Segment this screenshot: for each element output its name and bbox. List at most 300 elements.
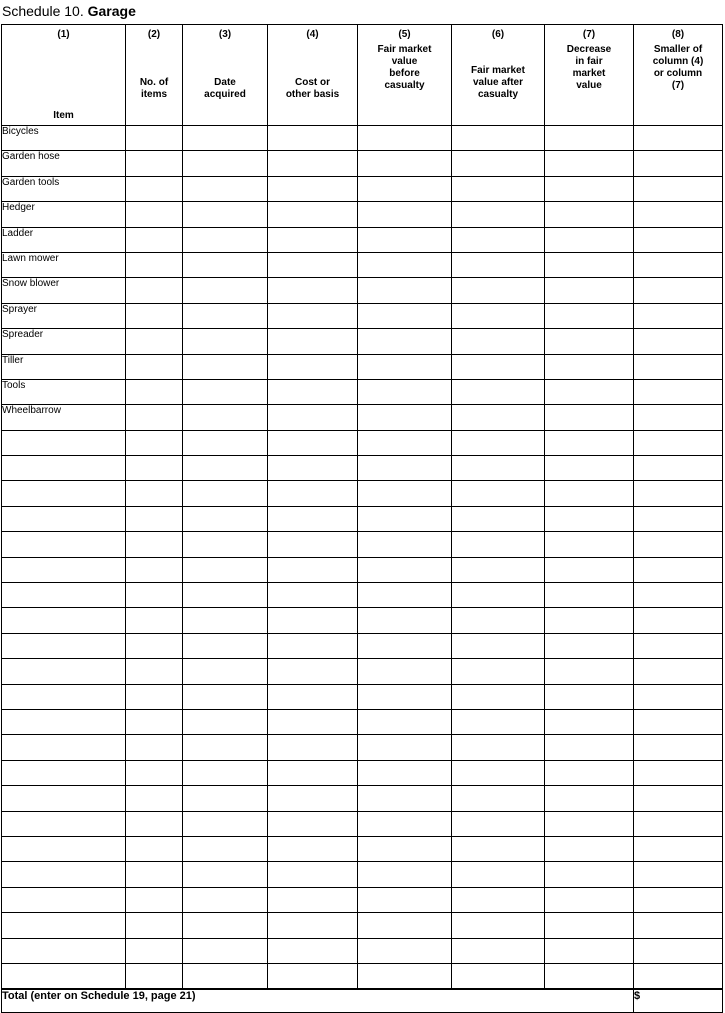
- table-row: [2, 430, 723, 455]
- entry-cell-col4[interactable]: [268, 506, 358, 531]
- page-title: [0, 0, 725, 24]
- item-name-cell[interactable]: [2, 735, 126, 760]
- entry-cell-col7[interactable]: [545, 659, 634, 684]
- entry-cell-col2[interactable]: [126, 684, 183, 709]
- entry-cell-col7[interactable]: [545, 709, 634, 734]
- column-number-3: (3): [218, 29, 232, 40]
- entry-cell-col6[interactable]: [452, 532, 545, 557]
- entry-cell-col5[interactable]: [358, 557, 452, 582]
- entry-cell-col2[interactable]: [126, 176, 183, 201]
- table-row: [2, 836, 723, 861]
- entry-cell-col5[interactable]: [358, 684, 452, 709]
- entry-cell-col5[interactable]: [358, 176, 452, 201]
- column-label-date-acquired: [183, 77, 267, 101]
- entry-cell-col8[interactable]: [634, 176, 723, 201]
- entry-cell-col7[interactable]: [545, 506, 634, 531]
- entry-cell-col6[interactable]: [452, 354, 545, 379]
- entry-cell-col8[interactable]: [634, 811, 723, 836]
- table-row: [2, 887, 723, 912]
- item-name-cell[interactable]: Spreader: [2, 329, 126, 354]
- entry-cell-col3[interactable]: [183, 557, 268, 582]
- entry-cell-col6[interactable]: [452, 126, 545, 151]
- entry-cell-col2[interactable]: [126, 583, 183, 608]
- table-body: [2, 126, 723, 990]
- entry-cell-col4[interactable]: [268, 659, 358, 684]
- entry-cell-col8[interactable]: [634, 126, 723, 151]
- entry-cell-col3[interactable]: [183, 887, 268, 912]
- entry-cell-col4[interactable]: [268, 709, 358, 734]
- entry-cell-col2[interactable]: [126, 557, 183, 582]
- entry-cell-col3[interactable]: [183, 430, 268, 455]
- entry-cell-col5[interactable]: [358, 608, 452, 633]
- entry-cell-col8[interactable]: [634, 709, 723, 734]
- entry-cell-col7[interactable]: [545, 252, 634, 277]
- entry-cell-col3[interactable]: [183, 684, 268, 709]
- entry-cell-col2[interactable]: [126, 862, 183, 887]
- entry-cell-col2[interactable]: [126, 659, 183, 684]
- entry-cell-col2[interactable]: [126, 913, 183, 938]
- entry-cell-col2[interactable]: [126, 633, 183, 658]
- entry-cell-col6[interactable]: [452, 709, 545, 734]
- entry-cell-col7[interactable]: [545, 862, 634, 887]
- entry-cell-col2[interactable]: [126, 202, 183, 227]
- column-number-1: (1): [57, 29, 70, 40]
- entry-cell-col7[interactable]: [545, 887, 634, 912]
- entry-cell-col4[interactable]: [268, 887, 358, 912]
- entry-cell-col6[interactable]: [452, 151, 545, 176]
- entry-cell-col7[interactable]: [545, 481, 634, 506]
- entry-cell-col7[interactable]: [545, 760, 634, 785]
- entry-cell-col7[interactable]: [545, 633, 634, 658]
- entry-cell-col5[interactable]: [358, 862, 452, 887]
- entry-cell-col7[interactable]: [545, 938, 634, 963]
- entry-cell-col8[interactable]: [634, 583, 723, 608]
- entry-cell-col8[interactable]: [634, 227, 723, 252]
- entry-cell-col7[interactable]: [545, 583, 634, 608]
- item-name-cell[interactable]: [2, 583, 126, 608]
- entry-cell-col6[interactable]: [452, 836, 545, 861]
- entry-cell-col8[interactable]: [634, 608, 723, 633]
- entry-cell-col6[interactable]: [452, 278, 545, 303]
- entry-cell-col3[interactable]: [183, 659, 268, 684]
- item-name-cell[interactable]: Hedger: [2, 202, 126, 227]
- entry-cell-col5[interactable]: [358, 786, 452, 811]
- entry-cell-col3[interactable]: [183, 760, 268, 785]
- entry-cell-col5[interactable]: [358, 278, 452, 303]
- entry-cell-col7[interactable]: [545, 126, 634, 151]
- entry-cell-col3[interactable]: [183, 405, 268, 430]
- entry-cell-col7[interactable]: [545, 557, 634, 582]
- entry-cell-col6[interactable]: [452, 303, 545, 328]
- entry-cell-col8[interactable]: [634, 278, 723, 303]
- entry-cell-col8[interactable]: [634, 456, 723, 481]
- entry-cell-col5[interactable]: [358, 811, 452, 836]
- item-name-cell[interactable]: [2, 938, 126, 963]
- entry-cell-col5[interactable]: [358, 659, 452, 684]
- entry-cell-col7[interactable]: [545, 786, 634, 811]
- entry-cell-col6[interactable]: [452, 506, 545, 531]
- entry-cell-col8[interactable]: [634, 659, 723, 684]
- entry-cell-col8[interactable]: [634, 303, 723, 328]
- item-name-cell[interactable]: [2, 456, 126, 481]
- column-label-line: market: [572, 68, 606, 79]
- item-name-cell[interactable]: [2, 836, 126, 861]
- item-name-cell[interactable]: Snow blower: [2, 278, 126, 303]
- column-number-4: (4): [306, 29, 319, 40]
- entry-cell-col3[interactable]: [183, 151, 268, 176]
- entry-cell-col6[interactable]: [452, 938, 545, 963]
- entry-cell-col8[interactable]: [634, 252, 723, 277]
- entry-cell-col4[interactable]: [268, 684, 358, 709]
- entry-cell-col2[interactable]: [126, 329, 183, 354]
- entry-cell-col3[interactable]: [183, 126, 268, 151]
- entry-cell-col3[interactable]: [183, 532, 268, 557]
- entry-cell-col8[interactable]: [634, 963, 723, 989]
- entry-cell-col3[interactable]: [183, 836, 268, 861]
- item-name-cell[interactable]: Tiller: [2, 354, 126, 379]
- item-name-cell[interactable]: [2, 557, 126, 582]
- entry-cell-col3[interactable]: [183, 227, 268, 252]
- entry-cell-col4[interactable]: [268, 252, 358, 277]
- entry-cell-col5[interactable]: [358, 760, 452, 785]
- entry-cell-col5[interactable]: [358, 151, 452, 176]
- entry-cell-col6[interactable]: [452, 557, 545, 582]
- entry-cell-col5[interactable]: [358, 709, 452, 734]
- entry-cell-col7[interactable]: [545, 303, 634, 328]
- entry-cell-col8[interactable]: [634, 862, 723, 887]
- entry-cell-col2[interactable]: [126, 887, 183, 912]
- entry-cell-col7[interactable]: [545, 532, 634, 557]
- entry-cell-col4[interactable]: [268, 557, 358, 582]
- entry-cell-col3[interactable]: [183, 709, 268, 734]
- entry-cell-col2[interactable]: [126, 126, 183, 151]
- entry-cell-col2[interactable]: [126, 760, 183, 785]
- entry-cell-col8[interactable]: [634, 532, 723, 557]
- total-amount-cell[interactable]: $: [634, 989, 723, 1013]
- item-name-cell[interactable]: [2, 963, 126, 989]
- entry-cell-col5[interactable]: [358, 303, 452, 328]
- entry-cell-col6[interactable]: [452, 481, 545, 506]
- entry-cell-col8[interactable]: [634, 405, 723, 430]
- entry-cell-col2[interactable]: [126, 608, 183, 633]
- entry-cell-col4[interactable]: [268, 811, 358, 836]
- entry-cell-col2[interactable]: [126, 405, 183, 430]
- item-name-cell[interactable]: Tools: [2, 379, 126, 404]
- entry-cell-col6[interactable]: [452, 811, 545, 836]
- entry-cell-col4[interactable]: [268, 760, 358, 785]
- entry-cell-col6[interactable]: [452, 760, 545, 785]
- entry-cell-col3[interactable]: [183, 506, 268, 531]
- entry-cell-col7[interactable]: [545, 329, 634, 354]
- entry-cell-col3[interactable]: [183, 913, 268, 938]
- entry-cell-col8[interactable]: [634, 354, 723, 379]
- entry-cell-col2[interactable]: [126, 532, 183, 557]
- entry-cell-col5[interactable]: [358, 405, 452, 430]
- total-label: Total (enter on Schedule 19, page 21): [2, 989, 634, 1013]
- entry-cell-col3[interactable]: [183, 202, 268, 227]
- entry-cell-col6[interactable]: [452, 329, 545, 354]
- entry-cell-col2[interactable]: [126, 786, 183, 811]
- entry-cell-col4[interactable]: [268, 354, 358, 379]
- entry-cell-col8[interactable]: [634, 684, 723, 709]
- entry-cell-col4[interactable]: [268, 963, 358, 989]
- item-name-cell[interactable]: [2, 862, 126, 887]
- entry-cell-col4[interactable]: [268, 176, 358, 201]
- entry-cell-col2[interactable]: [126, 379, 183, 404]
- entry-cell-col8[interactable]: [634, 913, 723, 938]
- entry-cell-col3[interactable]: [183, 329, 268, 354]
- entry-cell-col8[interactable]: [634, 506, 723, 531]
- entry-cell-col4[interactable]: [268, 583, 358, 608]
- entry-cell-col2[interactable]: [126, 481, 183, 506]
- table-row: [2, 278, 723, 303]
- entry-cell-col2[interactable]: [126, 709, 183, 734]
- entry-cell-col5[interactable]: [358, 913, 452, 938]
- column-label-decrease-in-fmv: [545, 40, 633, 92]
- item-name-cell[interactable]: Wheelbarrow: [2, 405, 126, 430]
- entry-cell-col3[interactable]: [183, 963, 268, 989]
- entry-cell-col6[interactable]: [452, 456, 545, 481]
- entry-cell-col4[interactable]: [268, 938, 358, 963]
- entry-cell-col3[interactable]: [183, 583, 268, 608]
- entry-cell-col4[interactable]: [268, 278, 358, 303]
- entry-cell-col3[interactable]: [183, 633, 268, 658]
- entry-cell-col2[interactable]: [126, 456, 183, 481]
- entry-cell-col3[interactable]: [183, 303, 268, 328]
- entry-cell-col3[interactable]: [183, 481, 268, 506]
- entry-cell-col3[interactable]: [183, 862, 268, 887]
- entry-cell-col5[interactable]: [358, 252, 452, 277]
- entry-cell-col8[interactable]: [634, 379, 723, 404]
- entry-cell-col4[interactable]: [268, 202, 358, 227]
- entry-cell-col2[interactable]: [126, 303, 183, 328]
- entry-cell-col6[interactable]: [452, 735, 545, 760]
- entry-cell-col3[interactable]: [183, 811, 268, 836]
- column-number-2: (2): [147, 29, 161, 40]
- entry-cell-col7[interactable]: [545, 405, 634, 430]
- item-name-cell[interactable]: Lawn mower: [2, 252, 126, 277]
- entry-cell-col5[interactable]: [358, 126, 452, 151]
- entry-cell-col6[interactable]: [452, 913, 545, 938]
- entry-cell-col7[interactable]: [545, 379, 634, 404]
- entry-cell-col3[interactable]: [183, 938, 268, 963]
- entry-cell-col3[interactable]: [183, 354, 268, 379]
- entry-cell-col2[interactable]: [126, 151, 183, 176]
- entry-cell-col6[interactable]: [452, 862, 545, 887]
- entry-cell-col8[interactable]: [634, 938, 723, 963]
- entry-cell-col7[interactable]: [545, 836, 634, 861]
- entry-cell-col7[interactable]: [545, 176, 634, 201]
- schedule-label: Schedule 10.: [2, 3, 84, 19]
- entry-cell-col5[interactable]: [358, 938, 452, 963]
- entry-cell-col8[interactable]: [634, 557, 723, 582]
- entry-cell-col5[interactable]: [358, 532, 452, 557]
- item-name-cell[interactable]: [2, 659, 126, 684]
- entry-cell-col4[interactable]: [268, 608, 358, 633]
- entry-cell-col6[interactable]: [452, 633, 545, 658]
- table-row: [2, 252, 723, 277]
- entry-cell-col6[interactable]: [452, 176, 545, 201]
- item-name-cell[interactable]: Garden hose: [2, 151, 126, 176]
- entry-cell-col3[interactable]: [183, 252, 268, 277]
- entry-cell-col2[interactable]: [126, 836, 183, 861]
- entry-cell-col5[interactable]: [358, 354, 452, 379]
- entry-cell-col8[interactable]: [634, 481, 723, 506]
- entry-cell-col6[interactable]: [452, 405, 545, 430]
- entry-cell-col7[interactable]: [545, 278, 634, 303]
- entry-cell-col3[interactable]: [183, 176, 268, 201]
- item-name-cell[interactable]: Bicycles: [2, 126, 126, 151]
- item-name-cell[interactable]: [2, 481, 126, 506]
- entry-cell-col2[interactable]: [126, 227, 183, 252]
- entry-cell-col4[interactable]: [268, 405, 358, 430]
- entry-cell-col6[interactable]: [452, 659, 545, 684]
- entry-cell-col5[interactable]: [358, 430, 452, 455]
- item-name-cell[interactable]: [2, 709, 126, 734]
- column-label-line: value: [391, 56, 418, 67]
- item-name-cell[interactable]: Sprayer: [2, 303, 126, 328]
- entry-cell-col7[interactable]: [545, 913, 634, 938]
- entry-cell-col8[interactable]: [634, 887, 723, 912]
- item-name-cell[interactable]: [2, 887, 126, 912]
- entry-cell-col4[interactable]: [268, 862, 358, 887]
- entry-cell-col4[interactable]: [268, 786, 358, 811]
- item-name-cell[interactable]: [2, 811, 126, 836]
- entry-cell-col3[interactable]: [183, 608, 268, 633]
- column-header-smaller-of-col4-or-col7: [634, 25, 723, 126]
- entry-cell-col4[interactable]: [268, 913, 358, 938]
- entry-cell-col7[interactable]: [545, 227, 634, 252]
- entry-cell-col8[interactable]: [634, 151, 723, 176]
- entry-cell-col8[interactable]: [634, 735, 723, 760]
- entry-cell-col5[interactable]: [358, 329, 452, 354]
- item-name-cell[interactable]: [2, 684, 126, 709]
- entry-cell-col8[interactable]: [634, 786, 723, 811]
- item-name-cell[interactable]: [2, 760, 126, 785]
- entry-cell-col2[interactable]: [126, 735, 183, 760]
- entry-cell-col5[interactable]: [358, 506, 452, 531]
- table-row: [2, 303, 723, 328]
- item-name-cell[interactable]: [2, 913, 126, 938]
- table-row: [2, 684, 723, 709]
- item-name-cell[interactable]: [2, 430, 126, 455]
- entry-cell-col8[interactable]: [634, 430, 723, 455]
- column-label-line: Fair market: [377, 44, 432, 55]
- entry-cell-col6[interactable]: [452, 963, 545, 989]
- entry-cell-col7[interactable]: [545, 811, 634, 836]
- table-row: [2, 608, 723, 633]
- table-row: [2, 938, 723, 963]
- entry-cell-col4[interactable]: [268, 379, 358, 404]
- entry-cell-col5[interactable]: [358, 836, 452, 861]
- column-number-6: (6): [491, 29, 505, 40]
- entry-cell-col5[interactable]: [358, 456, 452, 481]
- entry-cell-col6[interactable]: [452, 786, 545, 811]
- entry-cell-col8[interactable]: [634, 202, 723, 227]
- entry-cell-col4[interactable]: [268, 151, 358, 176]
- entry-cell-col7[interactable]: [545, 151, 634, 176]
- entry-cell-col5[interactable]: [358, 887, 452, 912]
- entry-cell-col5[interactable]: [358, 963, 452, 989]
- entry-cell-col4[interactable]: [268, 481, 358, 506]
- entry-cell-col4[interactable]: [268, 303, 358, 328]
- entry-cell-col2[interactable]: [126, 252, 183, 277]
- entry-cell-col8[interactable]: [634, 836, 723, 861]
- entry-cell-col7[interactable]: [545, 430, 634, 455]
- entry-cell-col4[interactable]: [268, 430, 358, 455]
- entry-cell-col3[interactable]: [183, 735, 268, 760]
- entry-cell-col2[interactable]: [126, 506, 183, 531]
- column-label-line: Date: [214, 77, 236, 88]
- entry-cell-col3[interactable]: [183, 278, 268, 303]
- entry-cell-col6[interactable]: [452, 887, 545, 912]
- entry-cell-col7[interactable]: [545, 202, 634, 227]
- column-header-fmv-after-casualty: [452, 25, 545, 126]
- entry-cell-col8[interactable]: [634, 633, 723, 658]
- entry-cell-col4[interactable]: [268, 126, 358, 151]
- entry-cell-col6[interactable]: [452, 379, 545, 404]
- entry-cell-col6[interactable]: [452, 684, 545, 709]
- entry-cell-col6[interactable]: [452, 583, 545, 608]
- entry-cell-col5[interactable]: [358, 481, 452, 506]
- entry-cell-col4[interactable]: [268, 735, 358, 760]
- entry-cell-col2[interactable]: [126, 430, 183, 455]
- entry-cell-col4[interactable]: [268, 329, 358, 354]
- entry-cell-col2[interactable]: [126, 278, 183, 303]
- entry-cell-col6[interactable]: [452, 608, 545, 633]
- entry-cell-col4[interactable]: [268, 633, 358, 658]
- entry-cell-col7[interactable]: [545, 735, 634, 760]
- entry-cell-col2[interactable]: [126, 811, 183, 836]
- item-name-cell[interactable]: Ladder: [2, 227, 126, 252]
- entry-cell-col7[interactable]: [545, 608, 634, 633]
- entry-cell-col5[interactable]: [358, 735, 452, 760]
- entry-cell-col7[interactable]: [545, 963, 634, 989]
- entry-cell-col6[interactable]: [452, 202, 545, 227]
- entry-cell-col7[interactable]: [545, 354, 634, 379]
- table-row: [2, 913, 723, 938]
- entry-cell-col3[interactable]: [183, 786, 268, 811]
- entry-cell-col2[interactable]: [126, 963, 183, 989]
- entry-cell-col5[interactable]: [358, 227, 452, 252]
- entry-cell-col6[interactable]: [452, 227, 545, 252]
- entry-cell-col7[interactable]: [545, 456, 634, 481]
- entry-cell-col6[interactable]: [452, 430, 545, 455]
- entry-cell-col2[interactable]: [126, 938, 183, 963]
- item-name-cell[interactable]: Garden tools: [2, 176, 126, 201]
- entry-cell-col4[interactable]: [268, 227, 358, 252]
- item-name-cell[interactable]: [2, 506, 126, 531]
- item-name-cell[interactable]: [2, 633, 126, 658]
- item-name-cell[interactable]: [2, 786, 126, 811]
- entry-cell-col7[interactable]: [545, 684, 634, 709]
- item-name-cell[interactable]: [2, 532, 126, 557]
- entry-cell-col8[interactable]: [634, 329, 723, 354]
- entry-cell-col4[interactable]: [268, 836, 358, 861]
- entry-cell-col2[interactable]: [126, 354, 183, 379]
- entry-cell-col6[interactable]: [452, 252, 545, 277]
- entry-cell-col5[interactable]: [358, 583, 452, 608]
- entry-cell-col4[interactable]: [268, 456, 358, 481]
- item-name-cell[interactable]: [2, 608, 126, 633]
- entry-cell-col5[interactable]: [358, 379, 452, 404]
- entry-cell-col5[interactable]: [358, 633, 452, 658]
- entry-cell-col8[interactable]: [634, 760, 723, 785]
- entry-cell-col3[interactable]: [183, 456, 268, 481]
- entry-cell-col3[interactable]: [183, 379, 268, 404]
- entry-cell-col5[interactable]: [358, 202, 452, 227]
- entry-cell-col4[interactable]: [268, 532, 358, 557]
